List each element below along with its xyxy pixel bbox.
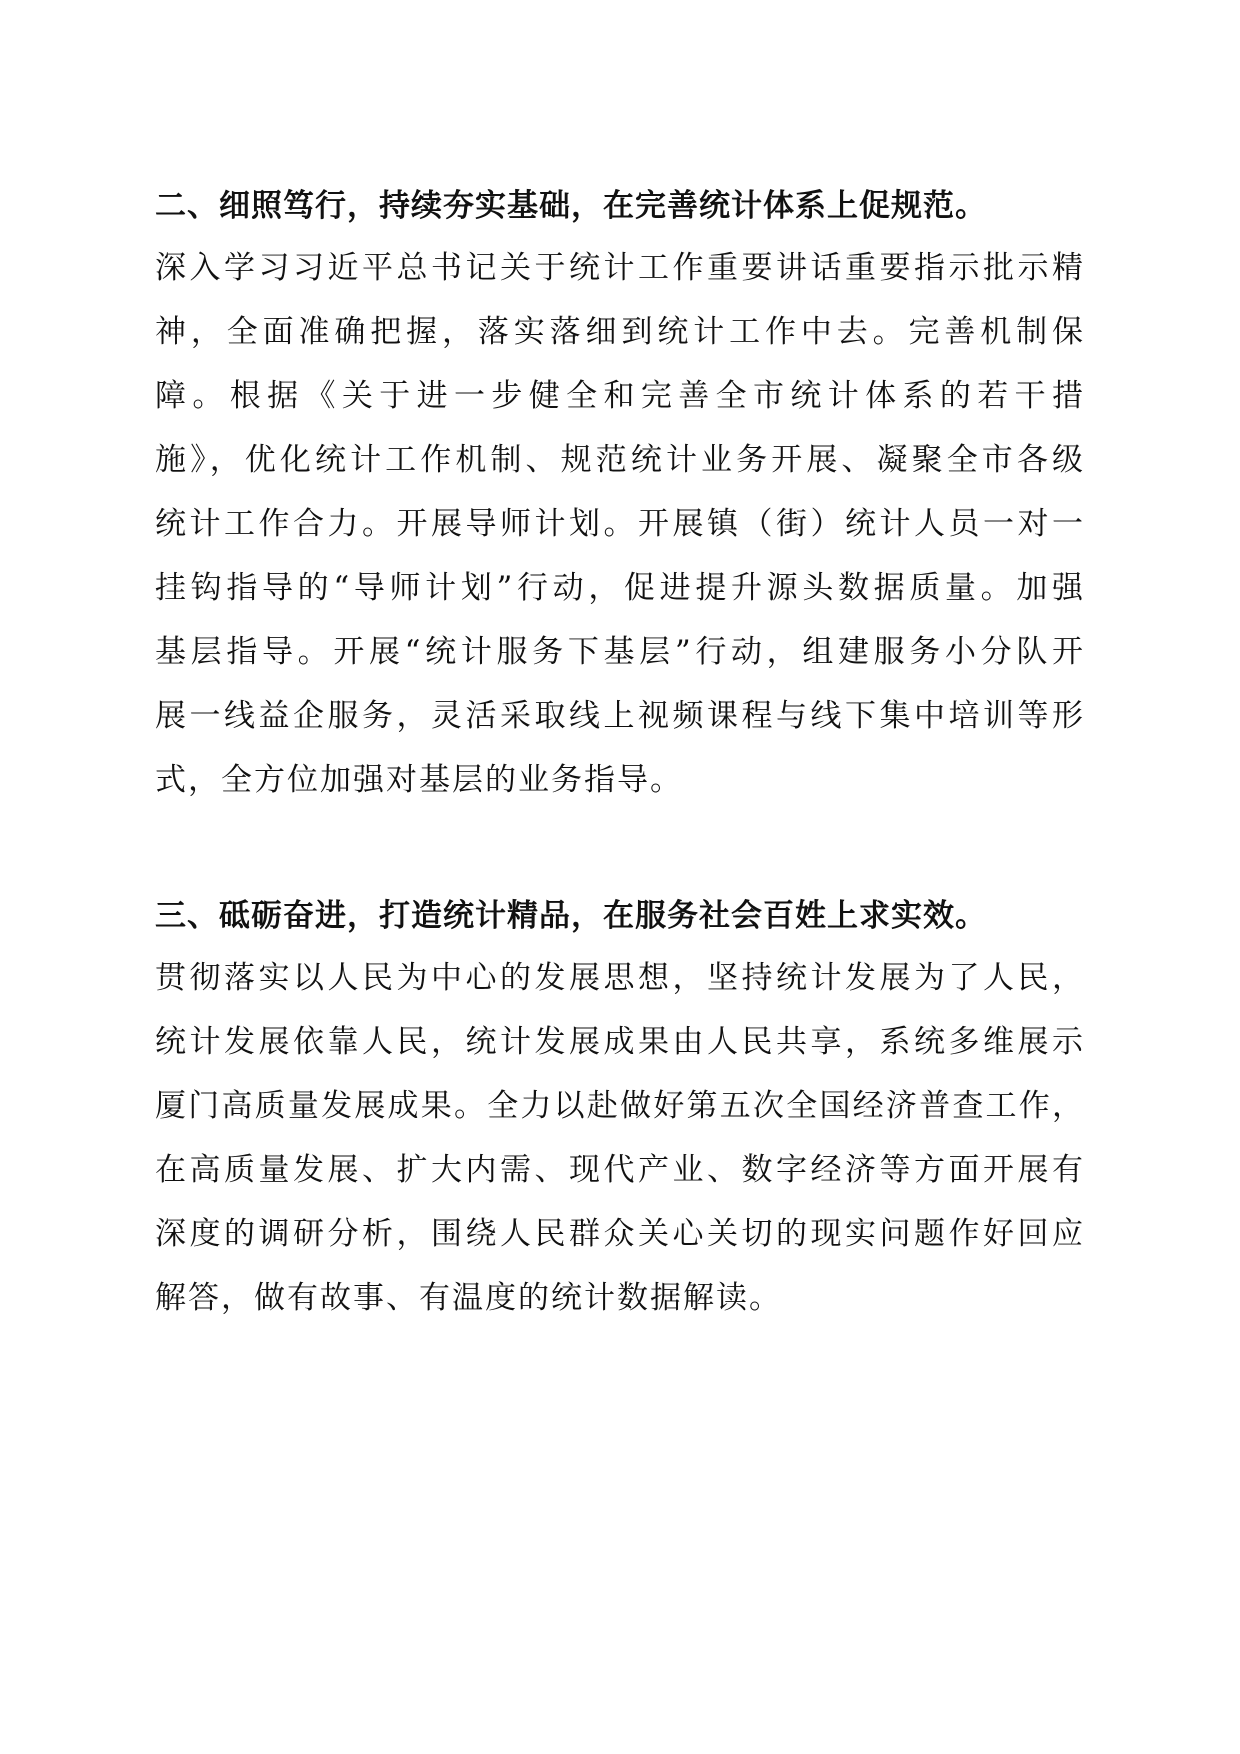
body-line: 解答，做有故事、有温度的统计数据解读。 xyxy=(155,1280,782,1316)
section-body xyxy=(155,248,1085,800)
body-line: 统计发展依靠人民，统计发展成果由人民共享，系统多维展示 xyxy=(155,1024,1085,1060)
body-line: 展一线益企服务，灵活采取线上视频课程与线下集中培训等形 xyxy=(155,698,1085,734)
body-line: 在高质量发展、扩大内需、现代产业、数字经济等方面开展有 xyxy=(155,1152,1085,1188)
body-line: 神，全面准确把握，落实落细到统计工作中去。完善机制保 xyxy=(155,314,1085,350)
section-two xyxy=(155,186,1085,824)
section-heading: 二、细照笃行，持续夯实基础，在完善统计体系上促规范。 xyxy=(155,188,987,224)
body-line: 障。根据《关于进一步健全和完善全市统计体系的若干措 xyxy=(155,378,1085,414)
section-heading: 三、砥砺奋进，打造统计精品，在服务社会百姓上求实效。 xyxy=(155,898,987,934)
section-three xyxy=(155,896,1085,1342)
body-line: 式，全方位加强对基层的业务指导。 xyxy=(155,762,683,798)
body-line: 贯彻落实以人民为中心的发展思想，坚持统计发展为了人民， xyxy=(155,960,1085,996)
body-line: 厦门高质量发展成果。全力以赴做好第五次全国经济普查工作， xyxy=(155,1088,1085,1124)
body-line: 深度的调研分析，围绕人民群众关心关切的现实问题作好回应 xyxy=(155,1216,1085,1252)
body-line: 统计工作合力。开展导师计划。开展镇（街）统计人员一对一 xyxy=(155,506,1085,542)
section-body xyxy=(155,958,1085,1318)
body-line: 深入学习习近平总书记关于统计工作重要讲话重要指示批示精 xyxy=(155,250,1085,286)
body-line: 挂钩指导的“导师计划”行动，促进提升源头数据质量。加强 xyxy=(155,570,1085,606)
body-line: 施》，优化统计工作机制、规范统计业务开展、凝聚全市各级 xyxy=(155,442,1085,478)
body-line: 基层指导。开展“统计服务下基层”行动，组建服务小分队开 xyxy=(155,634,1085,670)
